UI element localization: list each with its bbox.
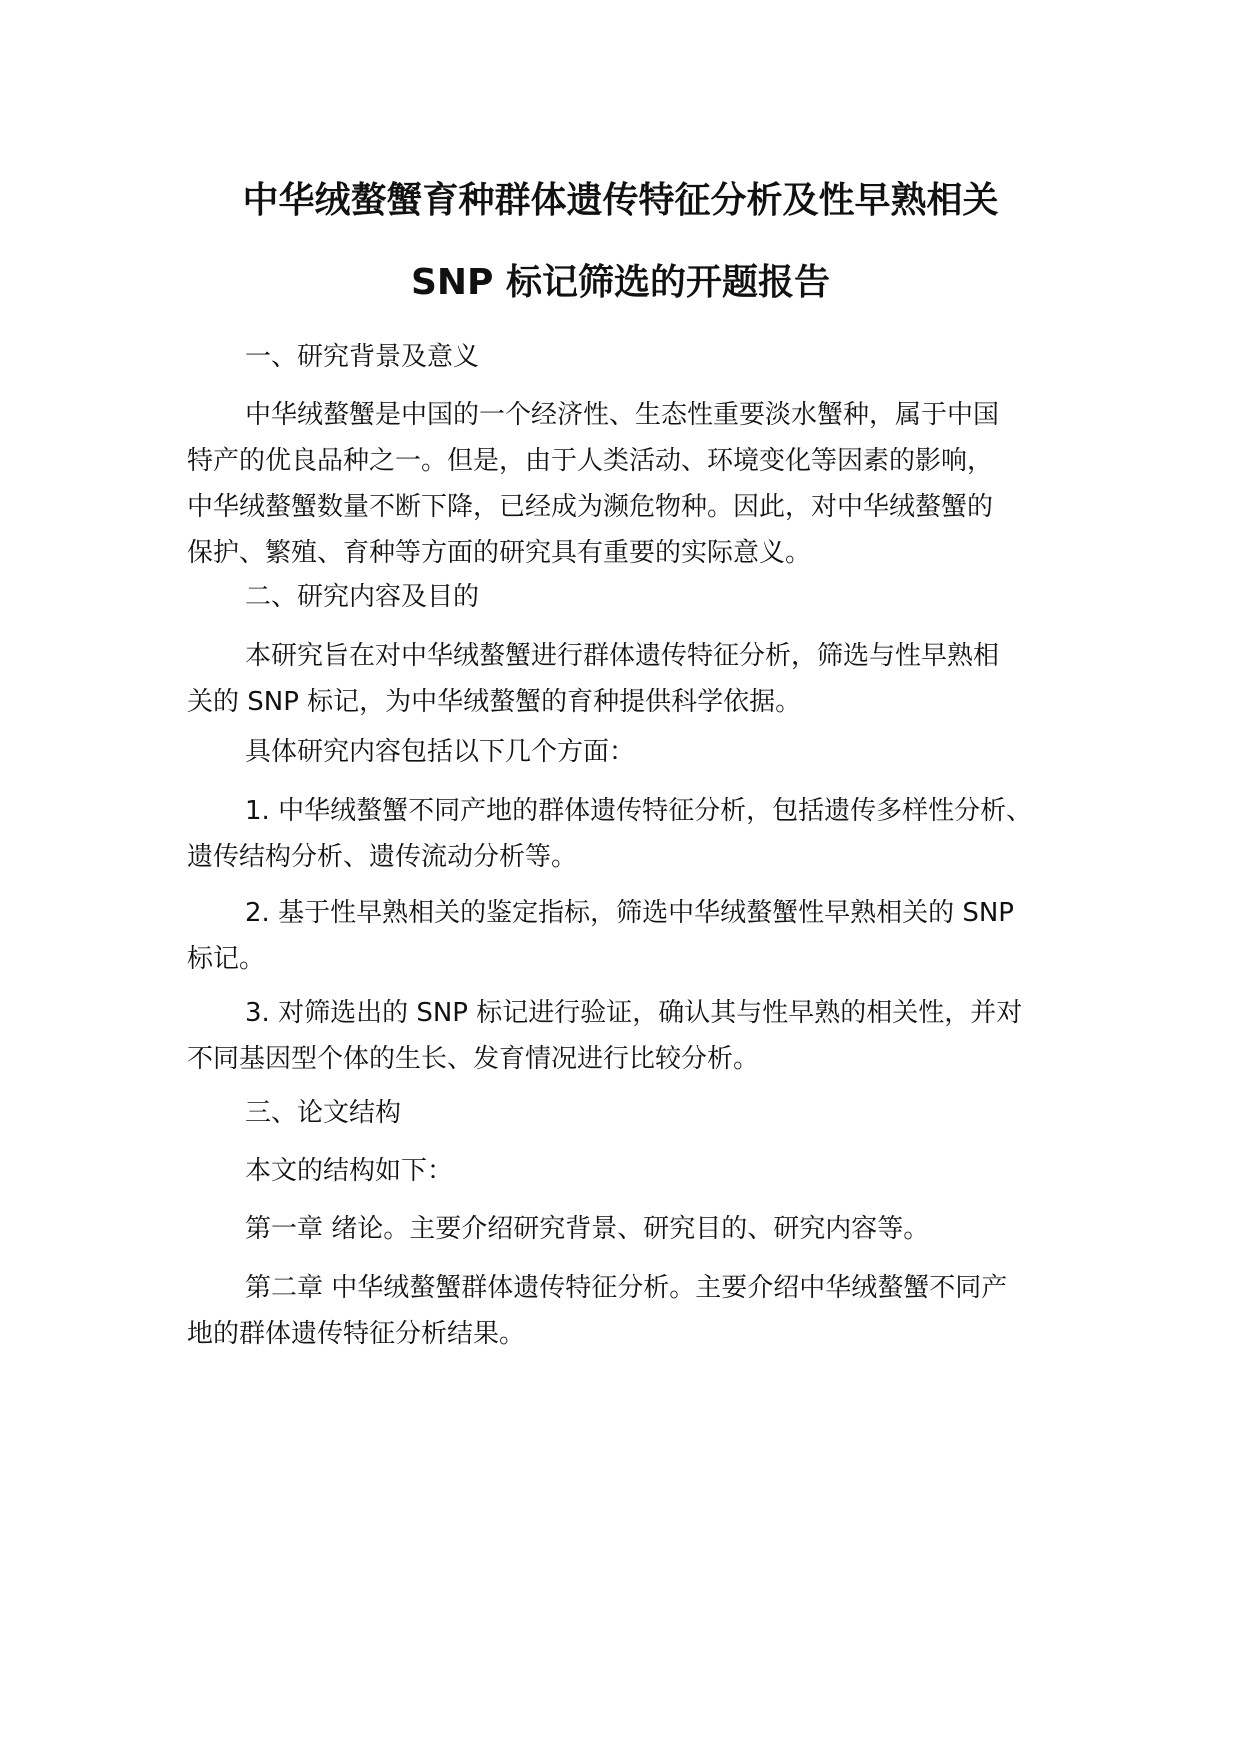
section-heading-structure (187, 1090, 1067, 1136)
section-heading-background (187, 334, 1067, 380)
chapter-line: 第二章 中华绒螯蟹群体遗传特征分析。主要介绍中华绒螯蟹不同产 (245, 1273, 1008, 1303)
document-title-line-2: SNP 标记筛选的开题报告 (411, 262, 830, 303)
list-item-line: 2. 基于性早熟相关的鉴定指标，筛选中华绒螯蟹性早熟相关的 SNP (245, 898, 1014, 928)
paragraph-line: 保护、繁殖、育种等方面的研究具有重要的实际意义。 (187, 538, 812, 568)
paragraph-background (187, 392, 1067, 576)
paragraph-line: 关的 SNP 标记，为中华绒螯蟹的育种提供科学依据。 (187, 687, 802, 717)
section-heading: 三、论文结构 (245, 1098, 402, 1128)
list-item-1 (187, 788, 1067, 880)
paragraph-content-intro (187, 729, 1067, 775)
document-title-line-1: 中华绒螯蟹育种群体遗传特征分析及性早熟相关 (242, 180, 999, 221)
list-item-line: 遗传结构分析、遗传流动分析等。 (187, 842, 578, 872)
paragraph-line: 特产的优良品种之一。但是，由于人类活动、环境变化等因素的影响， (187, 446, 994, 476)
chapter-1-entry (187, 1206, 1067, 1252)
paragraph-line: 本文的结构如下： (245, 1156, 454, 1186)
list-item-2 (187, 890, 1067, 982)
paragraph-structure-intro (187, 1148, 1067, 1194)
paragraph-purpose (187, 633, 1067, 725)
list-item-3 (187, 990, 1067, 1082)
paragraph-line: 中华绒螯蟹是中国的一个经济性、生态性重要淡水蟹种，属于中国 (245, 400, 1000, 430)
chapter-2-entry (187, 1265, 1067, 1357)
list-item-line: 3. 对筛选出的 SNP 标记进行验证，确认其与性早熟的相关性，并对 (245, 998, 1023, 1028)
list-item-line: 不同基因型个体的生长、发育情况进行比较分析。 (187, 1044, 760, 1074)
list-item-line: 1. 中华绒螯蟹不同产地的群体遗传特征分析，包括遗传多样性分析、 (245, 796, 1033, 826)
list-item-line: 标记。 (187, 944, 266, 974)
section-heading: 一、研究背景及意义 (245, 342, 480, 372)
paragraph-line: 中华绒螯蟹数量不断下降，已经成为濒危物种。因此，对中华绒螯蟹的 (187, 492, 994, 522)
chapter-line: 地的群体遗传特征分析结果。 (187, 1319, 526, 1349)
paragraph-line: 本研究旨在对中华绒螯蟹进行群体遗传特征分析，筛选与性早熟相 (245, 641, 1000, 671)
chapter-line: 第一章 绪论。主要介绍研究背景、研究目的、研究内容等。 (245, 1214, 930, 1244)
section-heading: 二、研究内容及目的 (245, 582, 480, 612)
paragraph-line: 具体研究内容包括以下几个方面： (245, 737, 636, 767)
section-heading-purpose (187, 574, 1067, 620)
